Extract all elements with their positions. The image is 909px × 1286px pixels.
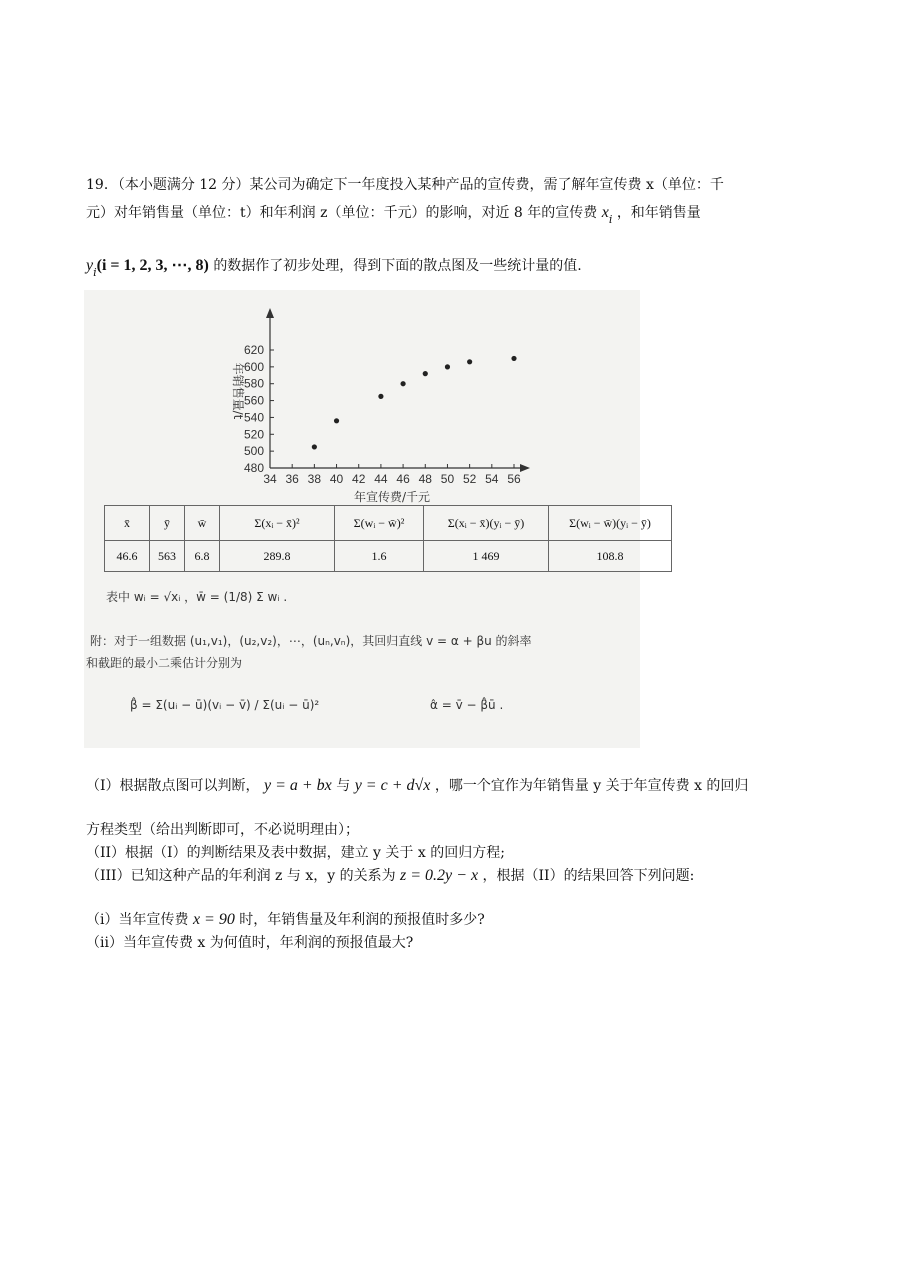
x-axis-arrow: [520, 464, 530, 472]
value-y-mean: 563: [150, 541, 185, 572]
y-tick-label: 520: [243, 427, 264, 442]
part-3-i-text-b: 时，年销售量及年利润的预报值时多少?: [239, 912, 485, 928]
header-sxx: Σ(xᵢ − x̄)²: [220, 506, 335, 541]
header-w-mean: w̄: [185, 506, 220, 541]
header-swy: Σ(wᵢ − w̄)(yᵢ − ȳ): [549, 506, 672, 541]
value-x-mean: 46.6: [105, 541, 150, 572]
plot-layer: [231, 308, 530, 504]
x-tick-label: 48: [418, 472, 432, 486]
profit-formula: z = 0.2y − x: [400, 867, 479, 884]
y-axis-label: 年销售量/t: [231, 362, 245, 420]
table-note: 表中 wᵢ = √xᵢ ，w̄ = (1/8) Σ wᵢ .: [106, 590, 288, 604]
formula-beta: β̂ = Σ(uᵢ − ū)(vᵢ − v̄) / Σ(uᵢ − ū)²: [130, 698, 320, 712]
data-point: [334, 418, 339, 423]
x-tick-label: 38: [307, 472, 322, 486]
part-1-text-b: 与: [336, 778, 351, 794]
x-tick-label: 56: [507, 472, 521, 486]
value-swy: 108.8: [549, 541, 672, 572]
x-axis-label: 年宣传费/千元: [353, 490, 431, 504]
part-3-text-b: ，根据（II）的结果回答下列问题:: [482, 868, 695, 884]
y-tick-label: 480: [243, 461, 264, 475]
y-tick-label: 580: [243, 376, 264, 391]
y-tick-label: 540: [243, 410, 264, 425]
part-3-i-text-a: （i）当年宣传费: [86, 912, 189, 928]
value-w-mean: 6.8: [185, 541, 220, 572]
x-tick-label: 52: [462, 472, 477, 486]
part-3-i: [86, 910, 485, 930]
data-point: [423, 371, 428, 376]
part-1-line-2: 方程类型（给出判断即可，不必说明理由）；: [86, 822, 359, 838]
y-axis-arrow: [266, 308, 274, 318]
index-range: (i = 1, 2, 3, ⋯, 8): [96, 257, 209, 274]
var-x-subscript: i: [608, 213, 613, 226]
question-line-2: [86, 203, 701, 224]
header-x-mean: x̄: [105, 506, 150, 541]
question-line-3: [86, 256, 582, 277]
data-point: [400, 381, 405, 386]
question-line-2-text: 元）对年销售量（单位：t）和年利润 z（单位：千元）的影响，对近 8 年的宣传费: [86, 205, 598, 221]
header-y-mean: ȳ: [150, 506, 185, 541]
x-tick-label: 40: [329, 472, 344, 486]
y-tick-label: 600: [243, 359, 264, 374]
data-point: [467, 359, 472, 364]
part-3-text-a: （III）已知这种产品的年利润 z 与 x，y 的关系为: [86, 868, 396, 884]
question-line-1: 19．（本小题满分 12 分）某公司为确定下一年度投入某种产品的宣传费，需了解年宣传费 x（单位：千: [86, 177, 724, 193]
x-tick-label: 36: [285, 472, 299, 486]
appendix-line-2: 和截距的最小二乘估计分别为: [86, 656, 243, 670]
x-tick-label: 46: [396, 472, 410, 486]
value-sxy: 1 469: [424, 541, 549, 572]
value-sxx: 289.8: [220, 541, 335, 572]
value-sww: 1.6: [335, 541, 424, 572]
part-3: [86, 866, 694, 886]
x-equals-90: x = 90: [192, 911, 235, 928]
data-point: [378, 394, 383, 399]
part-1-text-a: （I）根据散点图可以判断，: [86, 778, 260, 794]
statistics-table: [104, 505, 672, 572]
part-1-text-c: ，哪一个宜作为年销售量 y 关于年宣传费 x 的回归: [434, 778, 749, 794]
data-point: [312, 444, 317, 449]
part-2: （II）根据（I）的判断结果及表中数据，建立 y 关于 x 的回归方程;: [86, 845, 505, 861]
x-tick-label: 42: [352, 472, 366, 486]
data-point: [445, 364, 450, 369]
y-tick-label: 500: [243, 444, 264, 459]
x-tick-label: 44: [374, 472, 388, 486]
x-tick-label: 34: [263, 472, 277, 486]
formula-alpha: α̂ = v̄ − β̂ū .: [430, 698, 504, 712]
appendix-line-1: 附：对于一组数据 (u₁,v₁)，(u₂,v₂)，⋯，(uₙ,vₙ)，其回归直线 v = α + βu 的斜率: [90, 634, 532, 648]
model-linear: y = a + bx: [263, 777, 332, 794]
header-sxy: Σ(xᵢ − x̄)(yᵢ − ȳ): [424, 506, 549, 541]
data-point: [511, 356, 516, 361]
var-y-subscript: i: [93, 266, 97, 279]
header-sww: Σ(wᵢ − w̄)²: [335, 506, 424, 541]
y-tick-label: 560: [243, 393, 264, 408]
part-1-line-1: [86, 776, 748, 796]
part-3-ii: （ii）当年宣传费 x 为何值时，年利润的预报值最大?: [86, 935, 414, 951]
x-tick-label: 50: [440, 472, 455, 486]
var-x: x: [601, 204, 609, 221]
model-sqrt: y = c + d√x: [354, 777, 431, 794]
x-tick-label: 54: [485, 472, 499, 486]
y-tick-label: 620: [243, 343, 264, 357]
question-line-3-text: 的数据作了初步处理，得到下面的散点图及一些统计量的值.: [213, 258, 582, 274]
question-line-2-end: ，和年销售量: [616, 205, 701, 221]
var-y: y: [86, 257, 94, 274]
